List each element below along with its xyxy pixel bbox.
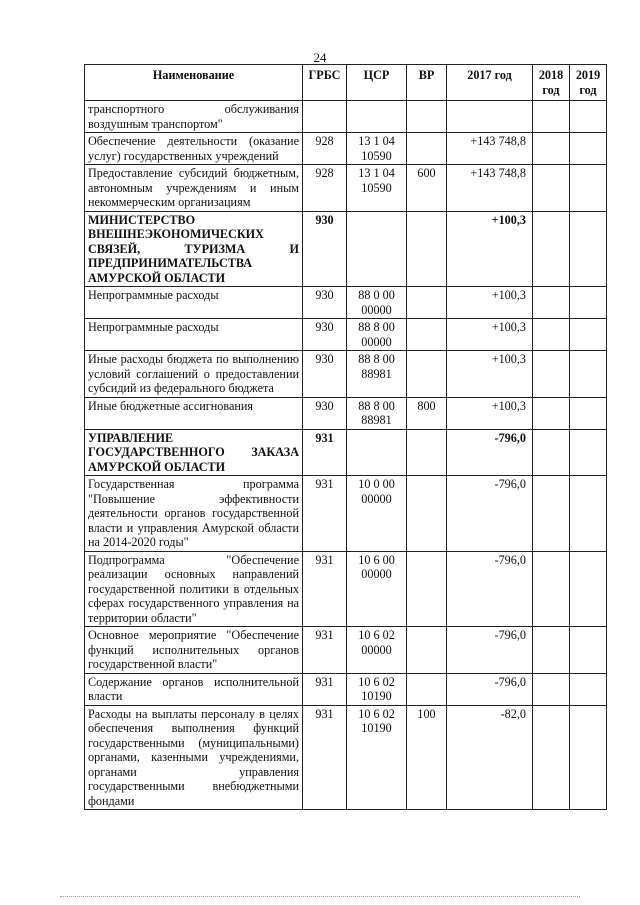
cell-csr bbox=[347, 429, 407, 476]
cell-csr: 10 0 00 00000 bbox=[347, 476, 407, 552]
cell-2019 bbox=[570, 476, 607, 552]
cell-csr: 88 0 00 00000 bbox=[347, 287, 407, 319]
header-2017: 2017 год bbox=[447, 65, 533, 101]
cell-csr: 10 6 00 00000 bbox=[347, 551, 407, 627]
cell-2019 bbox=[570, 319, 607, 351]
cell-vr: 600 bbox=[407, 165, 447, 212]
cell-2017: -796,0 bbox=[447, 627, 533, 674]
cell-vr bbox=[407, 627, 447, 674]
cell-2017: -796,0 bbox=[447, 673, 533, 705]
cell-grbs: 930 bbox=[303, 351, 347, 398]
cell-vr: 100 bbox=[407, 705, 447, 810]
cell-vr bbox=[407, 476, 447, 552]
cell-2017: -796,0 bbox=[447, 429, 533, 476]
header-csr: ЦСР bbox=[347, 65, 407, 101]
header-vr: ВР bbox=[407, 65, 447, 101]
header-name: Наименование bbox=[85, 65, 303, 101]
cell-csr bbox=[347, 101, 407, 133]
cell-2018 bbox=[533, 165, 570, 212]
cell-vr bbox=[407, 429, 447, 476]
cell-name: транспортного обслуживания воздушным транспортом" bbox=[85, 101, 303, 133]
cell-2017: -796,0 bbox=[447, 476, 533, 552]
cell-grbs: 931 bbox=[303, 705, 347, 810]
cell-2017: +100,3 bbox=[447, 351, 533, 398]
table-row bbox=[85, 429, 607, 476]
table-row bbox=[85, 133, 607, 165]
cell-grbs: 928 bbox=[303, 133, 347, 165]
cell-2018 bbox=[533, 705, 570, 810]
cell-name: Непрограммные расходы bbox=[85, 319, 303, 351]
cell-2019 bbox=[570, 551, 607, 627]
cell-2019 bbox=[570, 351, 607, 398]
table-row bbox=[85, 673, 607, 705]
cell-2018 bbox=[533, 101, 570, 133]
cell-name: Непрограммные расходы bbox=[85, 287, 303, 319]
cell-csr bbox=[347, 211, 407, 287]
header-2018: 2018 год bbox=[533, 65, 570, 101]
cell-name: МИНИСТЕРСТВО ВНЕШНЕЭКОНОМИЧЕСКИХ СВЯЗЕЙ, ТУРИЗМА И ПРЕДПРИНИМАТЕЛЬСТВА АМУРСКОЙ ОБЛАСТИ bbox=[85, 211, 303, 287]
table-row bbox=[85, 705, 607, 810]
cell-2018 bbox=[533, 133, 570, 165]
cell-name: Обеспечение деятельности (оказание услуг) государственных учреждений bbox=[85, 133, 303, 165]
table-row bbox=[85, 287, 607, 319]
header-grbs: ГРБС bbox=[303, 65, 347, 101]
cell-csr: 13 1 04 10590 bbox=[347, 133, 407, 165]
table-row bbox=[85, 551, 607, 627]
cell-grbs: 930 bbox=[303, 319, 347, 351]
cell-vr: 800 bbox=[407, 397, 447, 429]
cell-2019 bbox=[570, 429, 607, 476]
page-bottom-line bbox=[60, 896, 580, 897]
cell-2018 bbox=[533, 351, 570, 398]
cell-grbs: 931 bbox=[303, 429, 347, 476]
cell-2017 bbox=[447, 101, 533, 133]
cell-2017: -82,0 bbox=[447, 705, 533, 810]
cell-2017: -796,0 bbox=[447, 551, 533, 627]
table-row bbox=[85, 101, 607, 133]
cell-2019 bbox=[570, 133, 607, 165]
cell-csr: 10 6 02 10190 bbox=[347, 705, 407, 810]
table-row bbox=[85, 627, 607, 674]
cell-name: Расходы на выплаты персоналу в целях обеспечения выполнения функций государственными (муниципальными) органами, казенными учреждениями, органами управления государственными внебюджетными фондами bbox=[85, 705, 303, 810]
cell-name: Государственная программа "Повышение эффективности деятельности органов государственной власти и управления Амурской области на 2014-2020 годы" bbox=[85, 476, 303, 552]
table-body bbox=[85, 101, 607, 810]
cell-2018 bbox=[533, 551, 570, 627]
cell-2019 bbox=[570, 627, 607, 674]
cell-2017: +100,3 bbox=[447, 211, 533, 287]
cell-2018 bbox=[533, 476, 570, 552]
cell-vr bbox=[407, 551, 447, 627]
cell-2019 bbox=[570, 705, 607, 810]
cell-csr: 88 8 00 00000 bbox=[347, 319, 407, 351]
cell-2019 bbox=[570, 101, 607, 133]
table-row bbox=[85, 211, 607, 287]
cell-vr bbox=[407, 287, 447, 319]
cell-2018 bbox=[533, 319, 570, 351]
cell-grbs: 931 bbox=[303, 673, 347, 705]
table-row bbox=[85, 397, 607, 429]
table-row bbox=[85, 476, 607, 552]
cell-vr bbox=[407, 133, 447, 165]
cell-grbs: 930 bbox=[303, 397, 347, 429]
cell-grbs: 928 bbox=[303, 165, 347, 212]
cell-grbs: 931 bbox=[303, 551, 347, 627]
table-row bbox=[85, 165, 607, 212]
cell-vr bbox=[407, 351, 447, 398]
cell-vr bbox=[407, 101, 447, 133]
cell-grbs bbox=[303, 101, 347, 133]
budget-table bbox=[84, 64, 607, 810]
cell-2019 bbox=[570, 287, 607, 319]
cell-vr bbox=[407, 211, 447, 287]
cell-2018 bbox=[533, 211, 570, 287]
cell-name: Содержание органов исполнительной власти bbox=[85, 673, 303, 705]
page-number: 24 bbox=[313, 50, 327, 65]
cell-csr: 10 6 02 00000 bbox=[347, 627, 407, 674]
cell-csr: 13 1 04 10590 bbox=[347, 165, 407, 212]
cell-vr bbox=[407, 319, 447, 351]
cell-2018 bbox=[533, 287, 570, 319]
cell-name: Подпрограмма "Обеспечение реализации основных направлений государственной политики в отдельных сферах государственного управления на территории области" bbox=[85, 551, 303, 627]
cell-vr bbox=[407, 673, 447, 705]
cell-grbs: 931 bbox=[303, 627, 347, 674]
cell-2018 bbox=[533, 673, 570, 705]
cell-2019 bbox=[570, 165, 607, 212]
table-row bbox=[85, 319, 607, 351]
cell-csr: 88 8 00 88981 bbox=[347, 397, 407, 429]
cell-2017: +100,3 bbox=[447, 397, 533, 429]
cell-2017: +100,3 bbox=[447, 319, 533, 351]
cell-name: Предоставление субсидий бюджетным, автономным учреждениям и иным некоммерческим организациям bbox=[85, 165, 303, 212]
cell-2019 bbox=[570, 673, 607, 705]
cell-name: Иные бюджетные ассигнования bbox=[85, 397, 303, 429]
cell-grbs: 930 bbox=[303, 287, 347, 319]
cell-csr: 10 6 02 10190 bbox=[347, 673, 407, 705]
cell-name: Основное мероприятие "Обеспечение функций исполнительных органов государственной власти" bbox=[85, 627, 303, 674]
cell-grbs: 931 bbox=[303, 476, 347, 552]
header-2019: 2019 год bbox=[570, 65, 607, 101]
table-header-row bbox=[85, 65, 607, 101]
table-row bbox=[85, 351, 607, 398]
cell-2017: +100,3 bbox=[447, 287, 533, 319]
cell-2017: +143 748,8 bbox=[447, 165, 533, 212]
cell-name: Иные расходы бюджета по выполнению условий соглашений о предоставлении субсидий из федерального бюджета bbox=[85, 351, 303, 398]
cell-2018 bbox=[533, 397, 570, 429]
cell-2019 bbox=[570, 211, 607, 287]
cell-name: УПРАВЛЕНИЕ ГОСУДАРСТВЕННОГО ЗАКАЗА АМУРСКОЙ ОБЛАСТИ bbox=[85, 429, 303, 476]
cell-2019 bbox=[570, 397, 607, 429]
cell-csr: 88 8 00 88981 bbox=[347, 351, 407, 398]
cell-2018 bbox=[533, 429, 570, 476]
cell-2017: +143 748,8 bbox=[447, 133, 533, 165]
cell-grbs: 930 bbox=[303, 211, 347, 287]
cell-2018 bbox=[533, 627, 570, 674]
